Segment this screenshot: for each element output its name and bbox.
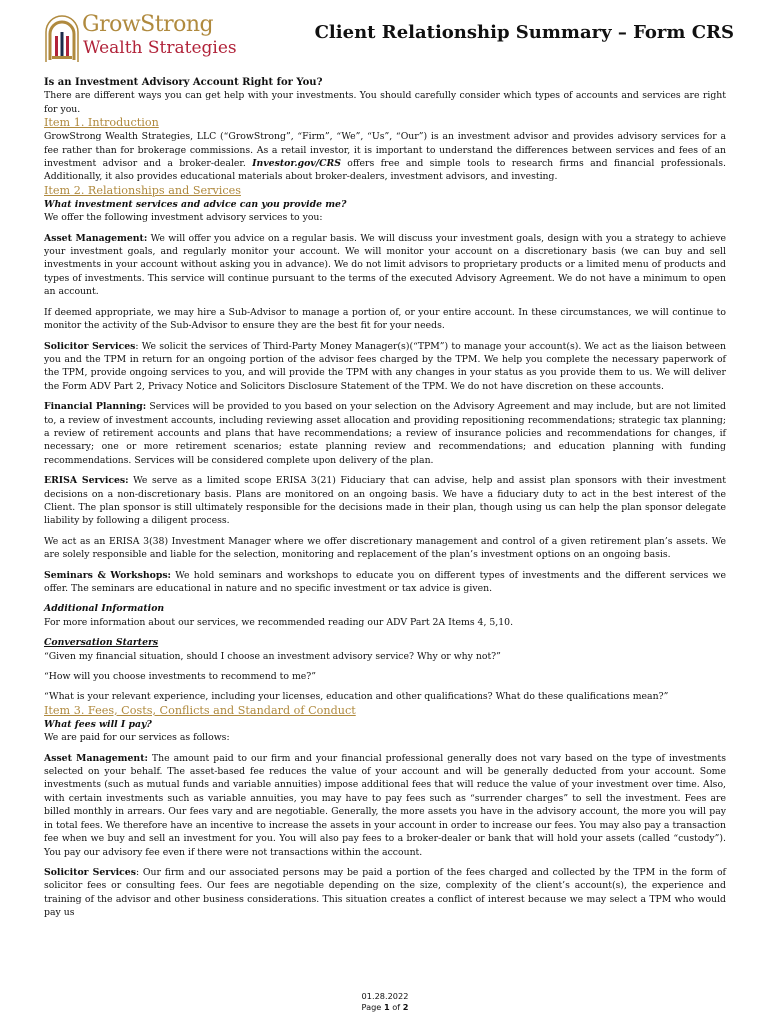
subadvisor-paragraph: If deemed appropriate, we may hire a Sub-Advisor to manage a portion of, or your entire account. In these circumstances, we will continue to monitor the activity of the Sub-Advisor to ensure they are the best fit for your needs. <box>44 306 726 332</box>
header <box>44 8 734 68</box>
solicitor-text: : We solicit the services of Third-Party Money Manager(s)(“TPM”) to manage your account(s). We act as the liaison between you and the TPM in return for an ongoing portion of the advisor fees charged by the TPM. We help you complete the necessary paperwork of the TPM, provide ongoing services to you, and will provide the TPM with any changes in your status as you provide them to us. We will deliver the Form ADV Part 2, Privacy Notice and Solicitors Disclosure Statement of the TPM. We do not have discretion on these accounts. <box>44 340 726 392</box>
page-indicator <box>0 1002 770 1013</box>
investor-gov-link[interactable]: Investor.gov/CRS <box>252 158 341 170</box>
page-current: 1 <box>383 1002 390 1012</box>
item3-question: What fees will I pay? <box>44 718 152 730</box>
page-total: 2 <box>402 1002 409 1012</box>
item2-heading: Item 2. Relationships and Services <box>44 183 241 197</box>
fees-solicitor-text: : Our firm and our associated persons may be paid a portion of the fees charged and collected by the TPM in the form of solicitor fees or consulting fees. Our fees are negotiable depending on the size, complexity of the client’s account(s), the experience and training of the advisor and other business considerations. This situation creates a conflict of interest because we may select a TPM who would pay us <box>44 866 726 919</box>
conversation-starter-3: “What is your relevant experience, including your licenses, education and other qualifications? What do these qualifications mean?” <box>44 691 669 703</box>
document-title: Client Relationship Summary – Form CRS <box>314 22 734 43</box>
fees-asset-management-paragraph <box>44 752 726 859</box>
intro-question: Is an Investment Advisory Account Right for You? <box>44 77 323 88</box>
intro-text: There are different ways you can get help with your investments. You should carefully consider which types of accounts and services are right for you. <box>44 90 726 115</box>
erisa-label: ERISA Services: <box>44 475 129 487</box>
conversation-starters-heading: Conversation Starters <box>44 637 159 649</box>
erisa-paragraph <box>44 474 726 528</box>
seminars-label: Seminars & Workshops: <box>44 569 171 581</box>
seminars-text: We hold seminars and workshops to educate you on different types of investments and the different services we offer. The seminars are educational in nature and no specific investment or tax advice is given. <box>44 569 726 594</box>
item1-text-b: offers free and simple tools to research firms and financial professionals. Additionally, it also provides educational materials about broker-dealers, investment advisors, and investing. <box>44 158 726 183</box>
financial-planning-text: Services will be provided to you based on your selection on the Advisory Agreement and may include, but are not limited to, a review of investment accounts, including reviewing asset allocation and providing repositioning recommendations; strategic tax planning; a review of retirement accounts and plans that have recommendations; a review of insurance policies and recommendations for changes, if necessary; one or more retirement scenarios; estate planning review and recommendations; and education planning with funding recommendations. Services will be considered complete upon delivery of the plan. <box>44 401 727 466</box>
footer-date: 01.28.2022 <box>361 991 409 1001</box>
erisa-338-paragraph: We act as an ERISA 3(38) Investment Manager where we offer discretionary management and control of a given retirement plan’s assets. We are solely responsible and liable for the selection, monitoring and replacement of the plan’s investment options on an ongoing basis. <box>44 535 726 561</box>
fees-asset-management-text: The amount paid to our firm and your financial professional generally does not vary based on the type of investments selected on your behalf. The asset-based fee reduces the value of your account and will be generally deducted from your account. Some investments (such as mutual funds and variable annuities) impose additional fees that will reduce the value of your investment over time. Also, with certain investments such as variable annuities, you may have to pay fees such as “surrender charges” to sell the investment. Fees are billed monthly in arrears. Our fees vary and are negotiable. Generally, the more assets you have in the advisory account, the more you will pay in total fees. We therefore have an incentive to increase the assets in your account in order to increase our fees. You may also pay a transaction fee when we buy and sell an investment for you. You will also pay fees to a broker-dealer or bank that will hold your assets (called “custody”). You pay our advisory fee even if there were not transactions within the account. <box>44 752 726 858</box>
logo <box>44 10 244 66</box>
seminars-paragraph <box>44 569 726 596</box>
item1-text-a: GrowStrong Wealth Strategies, LLC (“GrowStrong”, “Firm”, “We”, “Us”, “Our”) is an investment advisor and provides advisory services for a fee rather than for brokerage commissions. As a retail investor, it is important to understand the differences between services and fees of an investment advisor and a broker-dealer. <box>44 131 726 170</box>
item3-heading: Item 3. Fees, Costs, Conflicts and Standard of Conduct <box>44 703 356 717</box>
page-footer <box>0 991 770 1013</box>
solicitor-paragraph <box>44 340 726 394</box>
asset-management-label: Asset Management: <box>44 232 148 244</box>
document-body <box>44 76 726 920</box>
fees-solicitor-label: Solicitor Services <box>44 866 136 878</box>
fees-asset-management-label: Asset Management: <box>44 752 148 764</box>
conversation-starter-2: “How will you choose investments to recommend to me?” <box>44 671 317 683</box>
solicitor-label: Solicitor Services <box>44 340 136 352</box>
page-word: Page <box>361 1002 384 1012</box>
column-crest-icon <box>44 10 80 66</box>
item3-intro: We are paid for our services as follows: <box>44 732 230 744</box>
additional-info-heading: Additional Information <box>44 603 165 615</box>
erisa-text: We serve as a limited scope ERISA 3(21) Fiduciary that can advise, help and assist plan sponsors with their investment decisions on a non-discretionary basis. Plans are monitored on an ongoing basis. We have a fiduciary duty to act in the best interest of the Client. The plan sponsor is still ultimately responsible for the decisions made in their plan, though using us can help the plan sponsor delegate liability by following a diligent process. <box>44 475 727 527</box>
brand-subtitle: Wealth Strategies <box>83 38 237 58</box>
financial-planning-label: Financial Planning: <box>44 401 147 413</box>
financial-planning-paragraph <box>44 400 726 467</box>
page-of: of <box>389 1002 403 1012</box>
conversation-starter-1: “Given my financial situation, should I choose an investment advisory service? Why or why not?” <box>44 650 501 662</box>
asset-management-paragraph <box>44 232 726 299</box>
item1-heading: Item 1. Introduction <box>44 116 159 130</box>
fees-solicitor-paragraph <box>44 866 726 920</box>
item2-intro: We offer the following investment advisory services to you: <box>44 212 323 224</box>
item1-text <box>44 130 726 184</box>
additional-info-text: For more information about our services, we recommended reading our ADV Part 2A Items 4, 5,10. <box>44 616 514 628</box>
item2-question: What investment services and advice can you provide me? <box>44 198 347 210</box>
asset-management-text: We will offer you advice on a regular basis. We will discuss your investment goals, design with you a strategy to achieve your investment goals, and regularly monitor your account. We will monitor your account on a discretionary basis (we can buy and sell investments in your account without asking you in advance). We do not limit advisors to proprietary products or a limited menu of products and types of investments. This service will continue pursuant to the terms of the executed Advisory Agreement. We do not have a minimum to open an account. <box>44 232 726 298</box>
brand-name: GrowStrong <box>82 12 214 37</box>
